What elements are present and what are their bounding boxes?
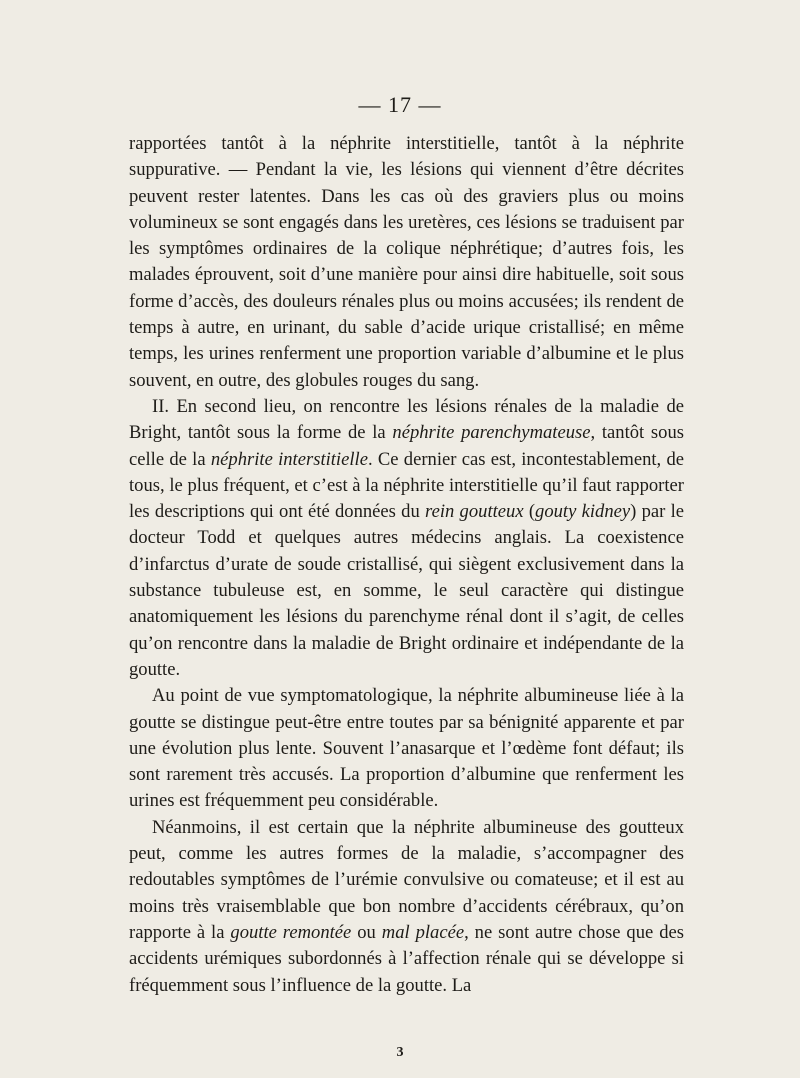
term-nephrite-parenchymateuse: néphrite parenchymateuse (392, 422, 591, 444)
term-goutte-remontee: goutte remontée (230, 921, 352, 943)
page-number-header: — 17 — (358, 92, 442, 117)
paragraph-2-text-d: ( (523, 501, 536, 523)
paragraph-2 (129, 394, 684, 683)
paragraph-2-text-e: ) par le docteur Todd et quelques autres médecins anglais. La coexistence d’infarctus d’urate de soude cristallisé, qui siègent exclusivement dans la substance tubuleuse est, en somme, le seul caractère qui distingue anatomiquement les lésions du parenchyme rénal dont il s’agit, de celles qu’on rencontre dans la maladie de Bright ordinaire et indépendante de la goutte. (129, 501, 684, 680)
paragraph-4-text-a: Néanmoins, il est certain que la néphrite albumineuse des goutteux peut, comme les autres formes de la maladie, s’accompagner des redoutables symptômes de l’urémie convulsive ou comateuse; et il est au moins très vraisemblable que bon nombre d’accidents cérébraux, qu’on rapporte à la (129, 816, 684, 943)
term-rein-goutteux: rein goutteux (425, 501, 524, 523)
term-gouty-kidney: gouty kidney (535, 501, 631, 523)
paragraph-2-text-a: II. En second lieu, on rencontre les lésions rénales de la maladie de Bright, tantôt sous la forme de la (129, 395, 684, 444)
paragraph-2-text-b: , tantôt sous celle de la (129, 422, 684, 470)
paragraph-1: rapportées tantôt à la néphrite interstitielle, tantôt à la néphrite suppurative. — Pendant la vie, les lésions qui viennent d’être décrites peuvent rester latentes. Dans les cas où des graviers plus ou moins volumineux se sont engagés dans les uretères, ces lésions se traduisent par les symptômes ordinaires de la colique néphrétique; d’autres fois, les malades éprouvent, soit d’une manière pour ainsi dire habituelle, soit sous forme d’accès, des douleurs rénales plus ou moins accusées; ils rendent de temps à autre, en urinant, du sable d’acide urique cristallisé; en même temps, les urines renferment une proportion variable d’albumine et le plus souvent, en outre, des globules rouges du sang. (129, 133, 684, 391)
paragraph-4-text-c: , ne sont autre chose que des accidents urémiques subordonnés à l’affection rénale qui se développe si fréquemment sous l’influence de la goutte. La (129, 921, 684, 996)
body-text (129, 131, 684, 999)
paragraph-2-text-c: . Ce dernier cas est, incontestablement, de tous, le plus fréquent, et c’est à la néphrite interstitielle qu’il faut rapporter les descriptions qui ont été données du (129, 448, 684, 523)
paragraph-4-text-b: ou (351, 921, 382, 943)
paragraph-4 (129, 815, 684, 999)
term-mal-placee: mal placée (381, 921, 465, 943)
term-nephrite-interstitielle: néphrite interstitielle (210, 448, 368, 470)
paragraph-3: Au point de vue symptomatologique, la néphrite albumineuse liée à la goutte se distingue peut-être entre toutes par sa bénignité apparente et par une évolution plus lente. Souvent l’anasarque et l’œdème font défaut; ils sont rarement très accusés. La proportion d’albumine que renferment les urines est fréquemment peu considérable. (129, 685, 684, 812)
signature-mark: 3 (396, 1045, 404, 1060)
